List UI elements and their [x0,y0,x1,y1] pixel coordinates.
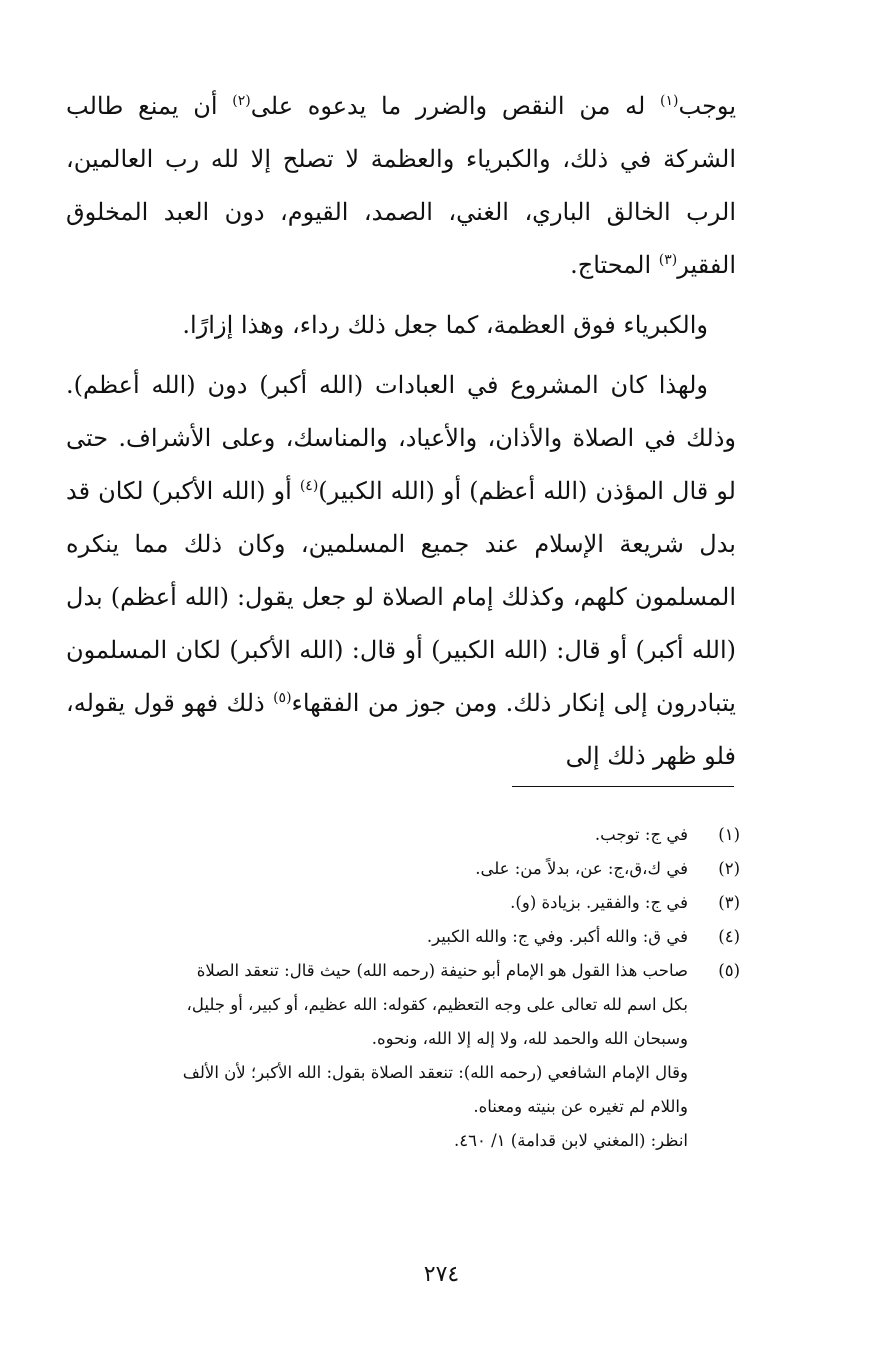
paragraph [66,359,736,783]
text-run: أو (الله الأكبر) لكان قد بدل شريعة الإسلام عند جميع المسلمين، وكان ذلك مما ينكره المسلمون كلهم، وكذلك إمام الصلاة لو جعل يقول: (الله أعظم) بدل (الله أكبر) أو قال: (الله الكبير) أو قال: (الله الأكبر) لكان المسلمون يتبادرون إلى إنكار ذلك. ومن جوز من الفقهاء [66,477,736,717]
footnote-text [64,886,688,920]
footnote-number: (٥) [718,961,740,980]
footnote-reference: (٢) [232,93,251,109]
footnote-reference: (١) [660,93,679,109]
text-run: ولهذا كان المشروع في العبادات (الله أكبر) دون (الله أعظم). وذلك في الصلاة والأذان، والأعياد، والمناسك، وعلى الأشراف. حتى لو قال المؤذن (الله أعظم) أو (الله الكبير) [66,371,736,505]
text-run: والكبرياء فوق العظمة، كما جعل ذلك رداء، وهذا إزارًا. [182,311,708,339]
footnote [64,818,740,852]
footnote-line: في ك،ق،ج: عن، بدلاً من: على. [475,859,688,878]
footnote-line: بكل اسم لله تعالى على وجه التعظيم، كقوله: الله عظيم، أو كبير، أو جليل، [186,995,688,1014]
footnote-line: انظر: (المغني لابن قدامة) ١/ ٤٦٠. [454,1131,688,1150]
footnote-divider [512,786,734,787]
footnote [64,852,740,886]
footnote-line: وقال الإمام الشافعي (رحمه الله): تنعقد الصلاة بقول: الله الأكبر؛ لأن الألف [182,1063,688,1082]
page-number: ٢٧٤ [423,1262,460,1287]
text-run: يوجب [678,92,736,120]
footnote-text [64,954,688,1158]
footnote-line: واللام لم تغيره عن بنيته ومعناه. [473,1097,688,1116]
footnote-number: (٤) [718,927,740,946]
footnote-number: (٣) [718,893,740,912]
footnote-number: (١) [718,825,740,844]
text-run: المحتاج. [570,251,659,279]
footnote-number: (٢) [718,859,740,878]
footnote [64,954,740,1158]
footnote-line: في ق: والله أكبر. وفي ج: والله الكبير. [426,927,688,946]
footnotes [64,818,740,1158]
main-text [66,80,736,790]
footnote-line: في ج: توجب. [594,825,688,844]
footnote [64,920,740,954]
text-run: أن يمنع طالب الشركة في ذلك، والكبرياء والعظمة لا تصلح إلا لله رب العالمين، الرب الخالق الباري، الغني، الصمد، القيوم، دون العبد المخلوق الفقير [66,92,736,279]
footnote-text [64,920,688,954]
footnote-text [64,852,688,886]
footnote-line: في ج: والفقير. بزيادة (و). [510,893,688,912]
text-run: ذلك فهو قول يقوله، فلو ظهر ذلك إلى [66,689,736,770]
paragraph [66,299,736,352]
footnote-reference: (٤) [299,478,319,494]
footnote-text [64,818,688,852]
text-run: له من النقص والضرر ما يدعوه على [250,92,661,120]
footnote-reference: (٥) [273,690,292,706]
footnote-reference: (٣) [658,252,678,268]
footnote-line: وسبحان الله والحمد لله، ولا إله إلا الله، ونحوه. [371,1029,688,1048]
footnote [64,886,740,920]
paragraph [66,80,736,292]
footnote-line: صاحب هذا القول هو الإمام أبو حنيفة (رحمه الله) حيث قال: تنعقد الصلاة [196,961,688,980]
